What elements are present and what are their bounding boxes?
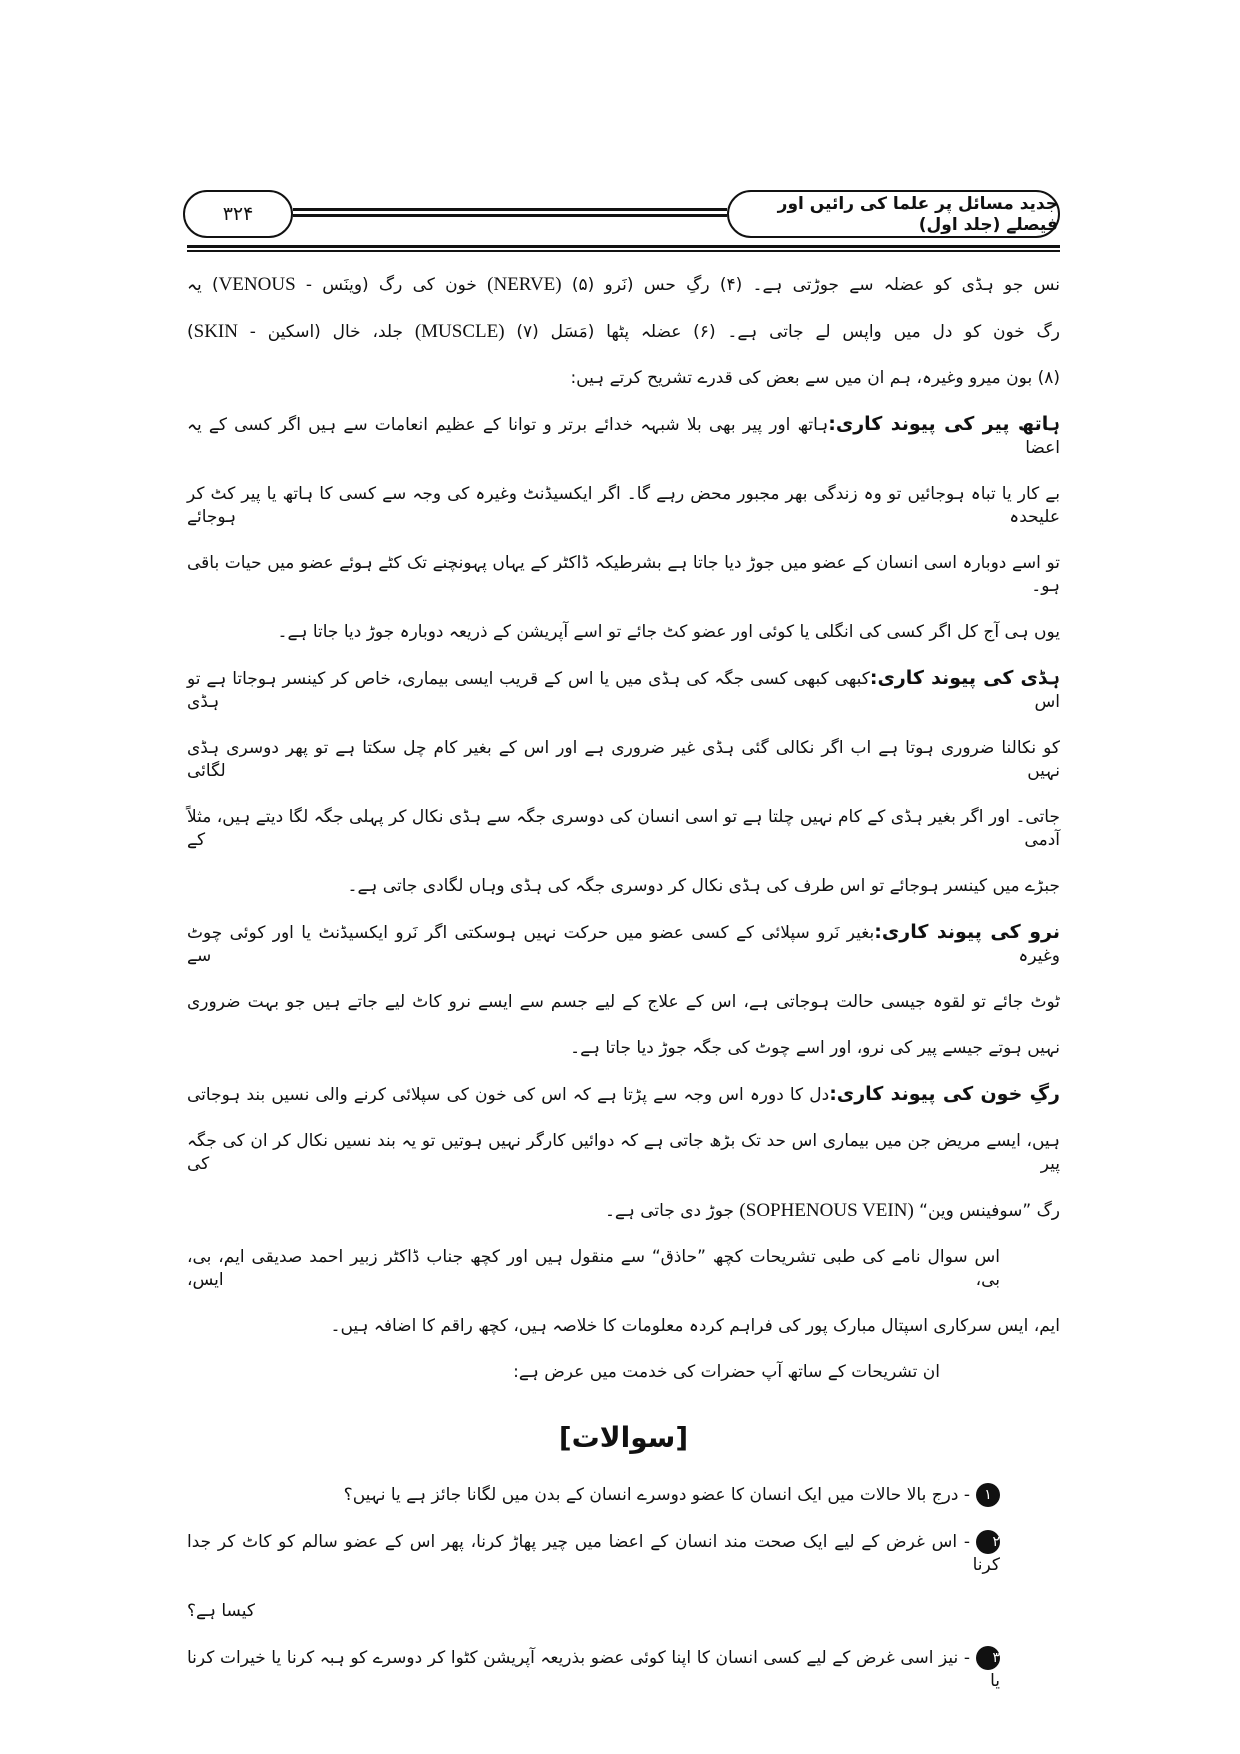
text: رگ ”سوفینس وین“	[913, 1201, 1060, 1221]
text-line: تو اسے دوبارہ اسی انسان کے عضو میں جوڑ دیا جاتا ہے بشرطیکہ ڈاکٹر کے یہاں پہونچنے تک کٹے ہوئے عضو میں حیات باقی ہو۔	[187, 553, 1060, 596]
english-term: (MUSCLE)	[414, 321, 505, 342]
question-number-badge: ۲	[976, 1530, 1000, 1554]
header-underline	[187, 250, 1060, 252]
text: کبھی کبھی کسی جگہ کی ہڈی میں یا اس کے قریب ایسی بیماری، خاص کر کینسر ہوجاتا ہے تو اس ہڈی	[187, 669, 1060, 712]
page-body	[187, 262, 1060, 1705]
text-line	[187, 309, 1060, 356]
english-term: SKIN	[193, 321, 238, 342]
text-line: ان تشریحات کے ساتھ آپ حضرات کی خدمت میں عرض ہے:	[513, 1362, 940, 1382]
question-item	[187, 1472, 1060, 1519]
text-line: نہیں ہوتے جیسے پیر کی نرو، اور اسے چوٹ کی جگہ جوڑ دیا جاتا ہے۔	[570, 1038, 1060, 1058]
text: ہاتھ اور پیر بھی بلا شبہہ خدائے برتر و توانا کے عظیم انعامات سے ہیں اگر کسی کے یہ اعضا	[187, 415, 1060, 458]
text: )	[187, 322, 194, 342]
section-heading: ہاتھ پیر کی پیوند کاری:	[828, 413, 1060, 435]
question-item	[187, 1635, 1060, 1705]
question-text: - نیز اسی غرض کے لیے کسی انسان کا اپنا کوئی عضو بذریعہ آپریشن کٹوا کر دوسرے کو ہبہ کرنا یا خیرات کرنا یا	[187, 1648, 1000, 1691]
text-line: جاتی۔ اور اگر بغیر ہڈی کے کام نہیں چلتا ہے تو اسی انسان کی دوسری جگہ سے ہڈی نکال کر پہلی جگہ لگا دیتے ہیں، مثلاً آدمی کے	[187, 807, 1060, 850]
book-title: جدید مسائل پر علما کی رائیں اور فیصلے (جلد اول)	[727, 190, 1060, 238]
text: نس جو ہڈی کو عضلہ سے جوڑتی ہے۔ (۴) رگِ حس (نَرو	[594, 275, 1060, 295]
question-text: کیسا ہے؟	[187, 1601, 255, 1621]
questions-heading: [سوالات]	[558, 1421, 689, 1454]
text: دل کا دورہ اس وجہ سے پڑتا ہے کہ اس کی خون کی سپلائی کرنے والی نسیں بند ہوجاتی	[187, 1085, 830, 1105]
english-term: (NERVE)	[487, 274, 562, 295]
question-continuation	[187, 1589, 1060, 1635]
text-line	[187, 262, 1060, 309]
question-text: - اس غرض کے لیے ایک صحت مند انسان کے اعضا میں چیر پھاڑ کرنا، پھر اس کے عضو سالم کو کاٹ کر جدا کرنا	[187, 1532, 1000, 1575]
paragraph-start	[187, 1072, 1060, 1119]
header-rule	[293, 208, 727, 211]
paragraph-start	[187, 656, 1060, 726]
text-line: بے کار یا تباہ ہوجائیں تو وہ زندگی بھر مجبور محض رہے گا۔ اگر ایکسیڈنٹ وغیرہ کی وجہ سے کسی کا ہاتھ یا پیر کٹ کر علیحدہ ہوجائے	[187, 484, 1060, 527]
text: جوڑ دی جاتی ہے۔	[604, 1201, 740, 1221]
text-line: جبڑے میں کینسر ہوجائے تو اس طرف کی ہڈی نکال کر دوسری جگہ کی ہڈی وہاں لگادی جاتی ہے۔	[347, 876, 1060, 896]
text-line: یوں ہی آج کل اگر کسی کی انگلی یا کوئی اور عضو کٹ جائے تو اسے آپریشن کے ذریعہ دوبارہ جوڑ دیا جاتا ہے۔	[277, 622, 1060, 642]
question-text: - درج بالا حالات میں ایک انسان کا عضو دوسرے انسان کے بدن میں لگانا جائز ہے یا نہیں؟	[343, 1485, 970, 1505]
english-term: (SOPHENOUS VEIN)	[739, 1200, 914, 1221]
text: ) یہ	[187, 275, 219, 295]
text: (۵) خون کی رگ (وینَس -	[295, 275, 595, 295]
paragraph-start	[187, 402, 1060, 472]
text-line: (۸) بون میرو وغیرہ، ہم ان میں سے بعض کی قدرے تشریح کرتے ہیں:	[570, 368, 1060, 388]
section-heading: نرو کی پیوند کاری:	[874, 921, 1060, 943]
text-line: ایم، ایس سرکاری اسپتال مبارک پور کی فراہم کردہ معلومات کا خلاصہ ہیں، کچھ راقم کا اضافہ ہیں۔	[330, 1316, 1060, 1336]
english-term: VENOUS	[218, 274, 296, 295]
page-number: ۳۲۴	[183, 190, 293, 238]
text-line: کو نکالنا ضروری ہوتا ہے اب اگر نکالی گئی ہڈی غیر ضروری ہے اور اس کے بغیر کام چل سکتا ہے تو پھر دوسری ہڈی نہیں لگائی	[187, 738, 1060, 781]
text: بغیر نَرو سپلائی کے کسی عضو میں حرکت نہیں ہوسکتی اگر نَرو ایکسیڈنٹ یا اور کوئی چوٹ وغیرہ سے	[187, 923, 1060, 966]
question-item	[187, 1519, 1060, 1589]
section-heading: ہڈی کی پیوند کاری:	[869, 667, 1060, 689]
text-line: ہیں، ایسے مریض جن میں بیماری اس حد تک بڑھ جاتی ہے کہ دوائیں کارگر نہیں ہوتیں تو یہ بند نسیں نکال کر ان کی جگہ پیر کی	[187, 1131, 1060, 1174]
question-number-badge: ۳	[976, 1646, 1000, 1670]
header-underline	[187, 245, 1060, 248]
header-rule	[293, 214, 727, 217]
text-line: اس سوال نامے کی طبی تشریحات کچھ ”حاذق“ سے منقول ہیں اور کچھ جناب ڈاکٹر زبیر احمد صدیقی ایم، بی، بی، ایس،	[187, 1247, 1000, 1290]
question-number-badge: ۱	[976, 1483, 1000, 1507]
paragraph-start	[187, 910, 1060, 980]
text-line	[187, 1188, 1060, 1235]
text-line: ٹوٹ جائے تو لقوہ جیسی حالت ہوجاتی ہے، اس کے علاج کے لیے جسم سے ایسے نرو کاٹ لیے جاتے ہیں جو بہت ضروری	[187, 992, 1060, 1012]
text: رگ خون کو دل میں واپس لے جاتی ہے۔ (۶) عضلہ پٹھا (مَسَل	[538, 322, 1060, 342]
section-heading: رگِ خون کی پیوند کاری:	[829, 1083, 1060, 1105]
text: (۷) جلد، خال (اسکین -	[237, 322, 539, 342]
